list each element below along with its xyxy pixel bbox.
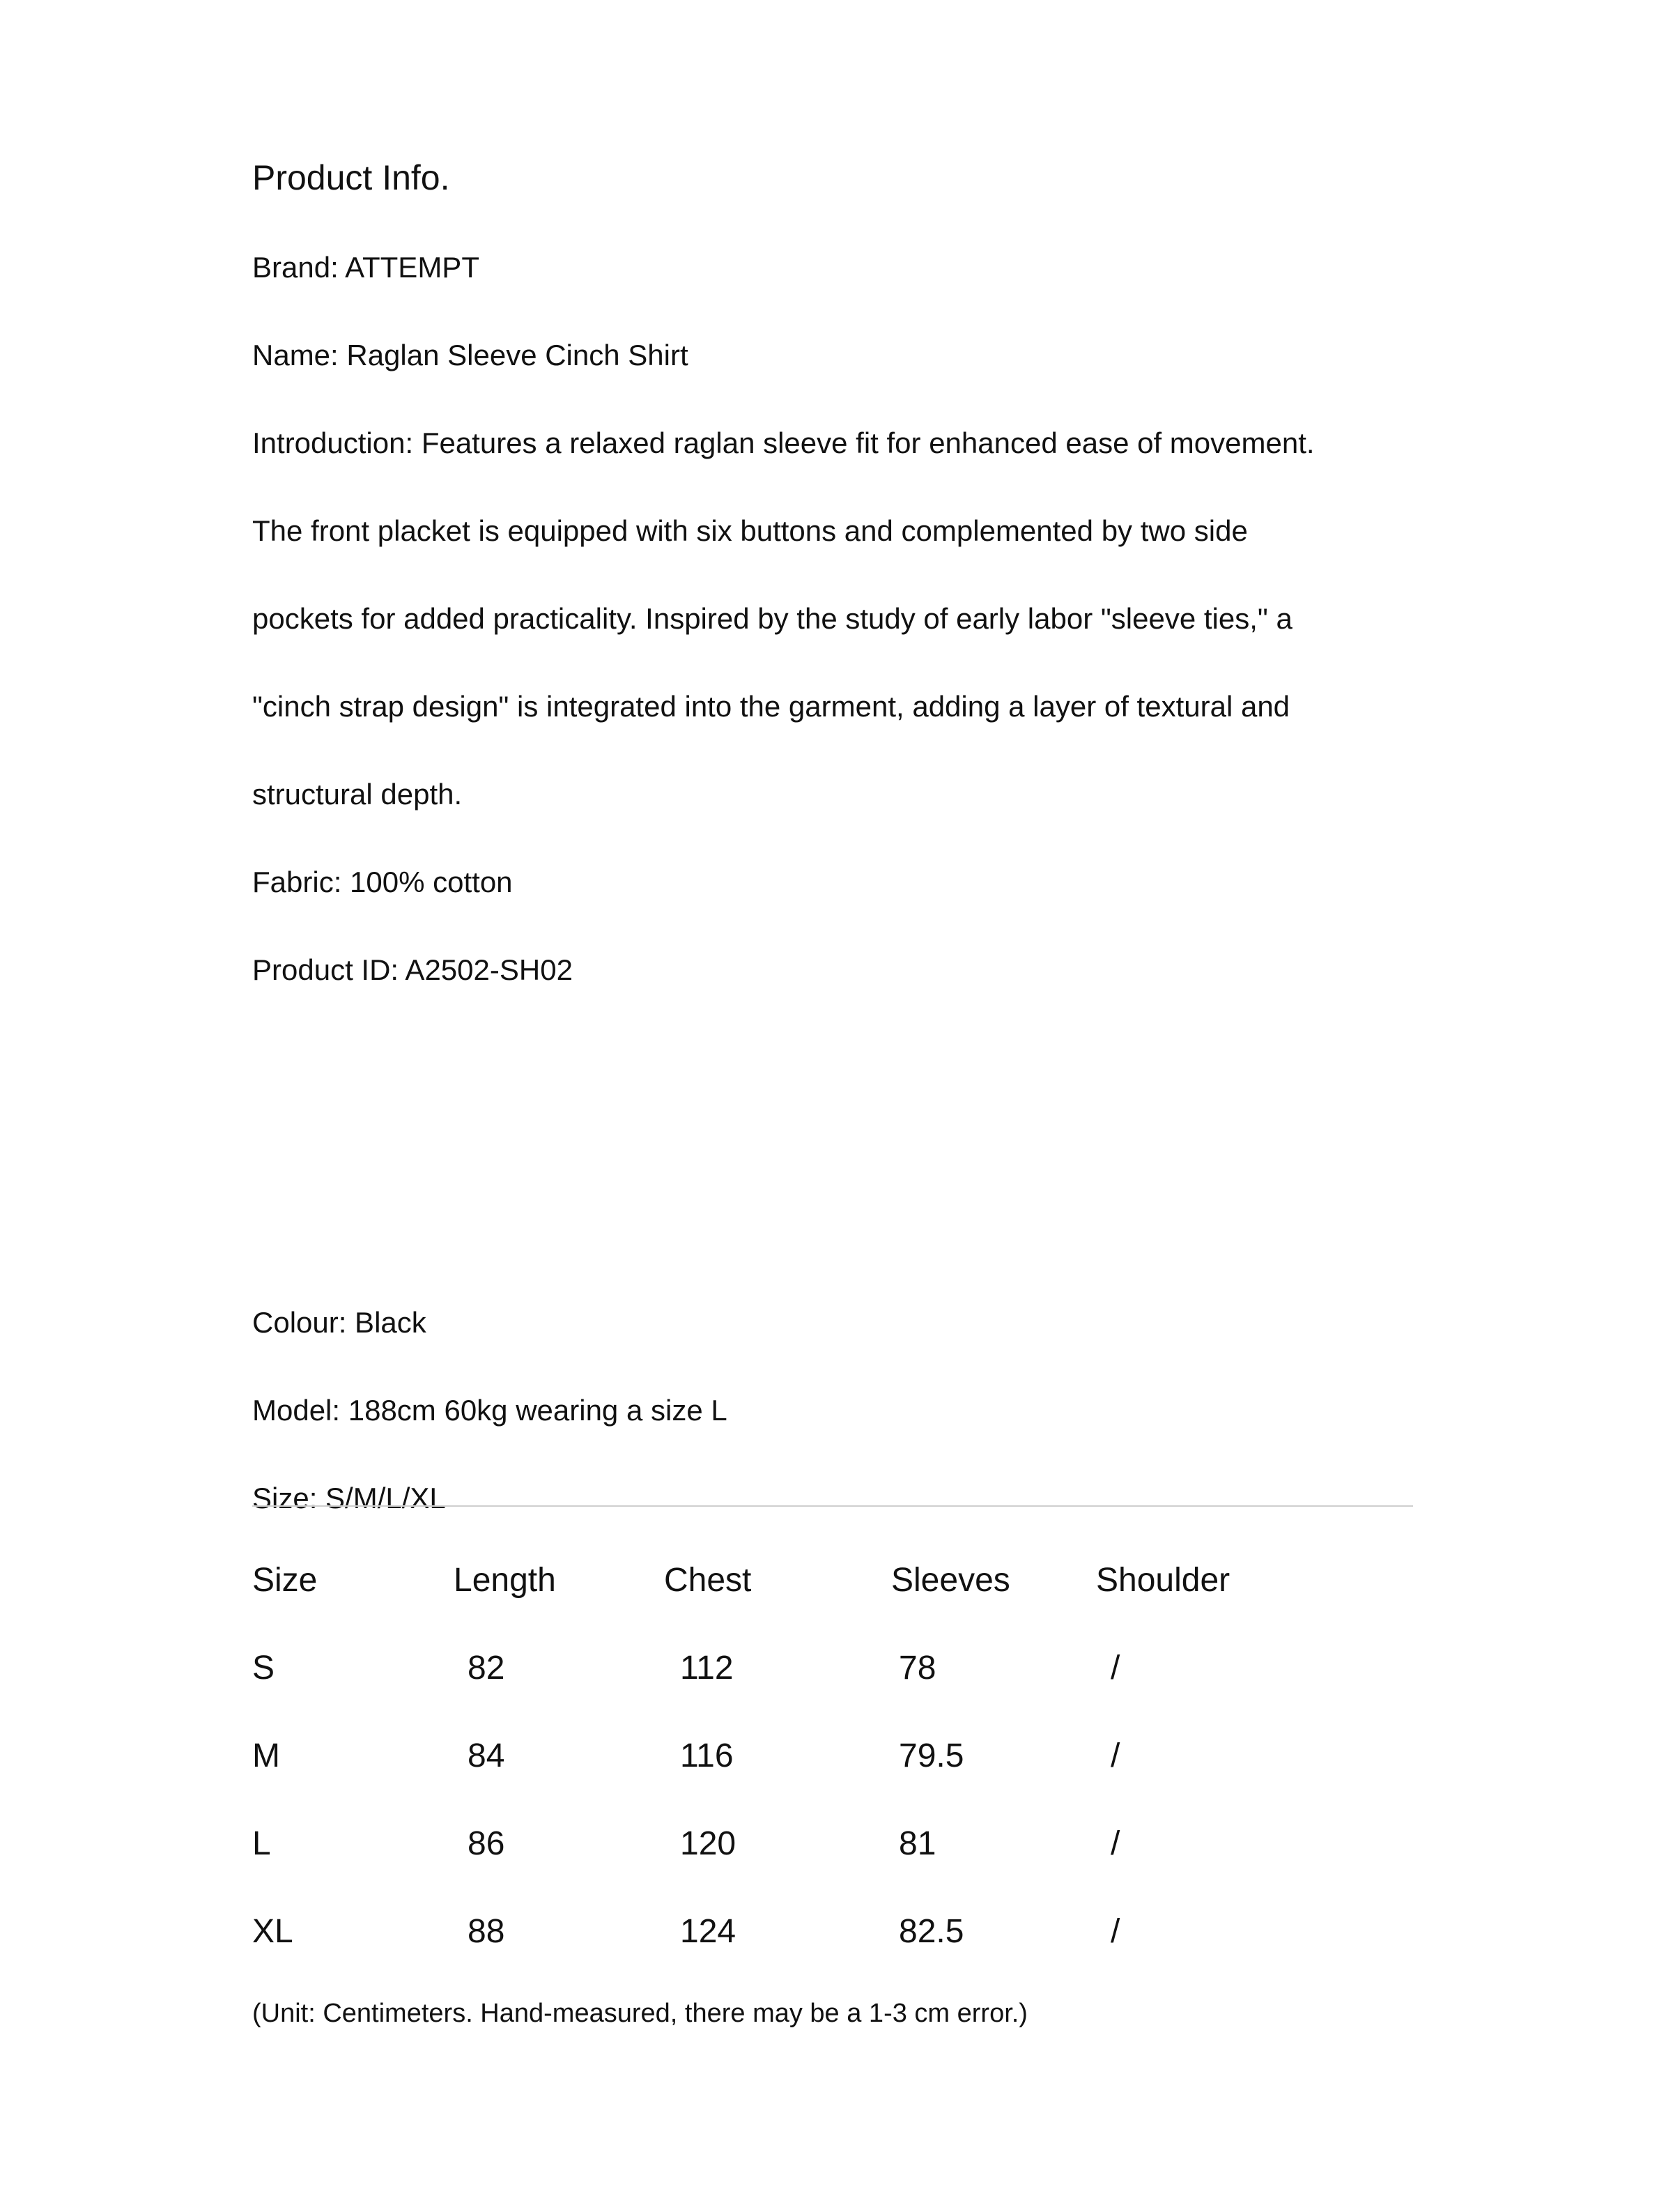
- row-l-chest: 120: [680, 1825, 736, 1862]
- header-chest: Chest: [664, 1562, 752, 1599]
- introduction-line-3: pockets for added practicality. Inspired by the study of early labor "sleeve ties," a: [252, 602, 1293, 635]
- row-m-chest: 116: [680, 1737, 734, 1774]
- row-m-size: M: [252, 1737, 280, 1774]
- model-line: Model: 188cm 60kg wearing a size L: [252, 1394, 727, 1427]
- fabric-line: Fabric: 100% cotton: [252, 866, 513, 898]
- header-size: Size: [252, 1562, 318, 1599]
- introduction-line-5: structural depth.: [252, 778, 463, 811]
- brand-line: Brand: ATTEMPT: [252, 251, 479, 284]
- size-line: Size: S/M/L/XL: [252, 1482, 446, 1514]
- row-s-sleeves: 78: [899, 1650, 936, 1687]
- section-divider: [252, 1505, 1413, 1507]
- row-m-sleeves: 79.5: [899, 1737, 964, 1774]
- header-shoulder: Shoulder: [1096, 1562, 1230, 1599]
- header-length: Length: [454, 1562, 556, 1599]
- row-xl-chest: 124: [680, 1913, 736, 1950]
- row-xl-length: 88: [468, 1913, 505, 1950]
- row-s-chest: 112: [680, 1650, 734, 1687]
- product-id-line: Product ID: A2502-SH02: [252, 953, 573, 986]
- row-l-size: L: [252, 1825, 271, 1862]
- measurement-note: (Unit: Centimeters. Hand-measured, there may be a 1-3 cm error.): [252, 1999, 1028, 2028]
- page-title: Product Info.: [252, 158, 450, 197]
- row-s-length: 82: [468, 1650, 505, 1687]
- introduction-line-2: The front placket is equipped with six buttons and complemented by two side: [252, 514, 1248, 547]
- row-s-size: S: [252, 1650, 275, 1687]
- row-l-shoulder: /: [1111, 1825, 1120, 1862]
- row-xl-shoulder: /: [1111, 1913, 1120, 1950]
- row-m-length: 84: [468, 1737, 505, 1774]
- row-xl-sleeves: 82.5: [899, 1913, 964, 1950]
- colour-line: Colour: Black: [252, 1306, 426, 1339]
- header-sleeves: Sleeves: [891, 1562, 1010, 1599]
- row-s-shoulder: /: [1111, 1650, 1120, 1687]
- name-line: Name: Raglan Sleeve Cinch Shirt: [252, 339, 688, 371]
- introduction-line-4: "cinch strap design" is integrated into the garment, adding a layer of textural and: [252, 690, 1290, 723]
- row-xl-size: XL: [252, 1913, 293, 1950]
- introduction-line-1: Introduction: Features a relaxed raglan sleeve fit for enhanced ease of movement.: [252, 427, 1315, 459]
- row-m-shoulder: /: [1111, 1737, 1120, 1774]
- row-l-sleeves: 81: [899, 1825, 936, 1862]
- row-l-length: 86: [468, 1825, 505, 1862]
